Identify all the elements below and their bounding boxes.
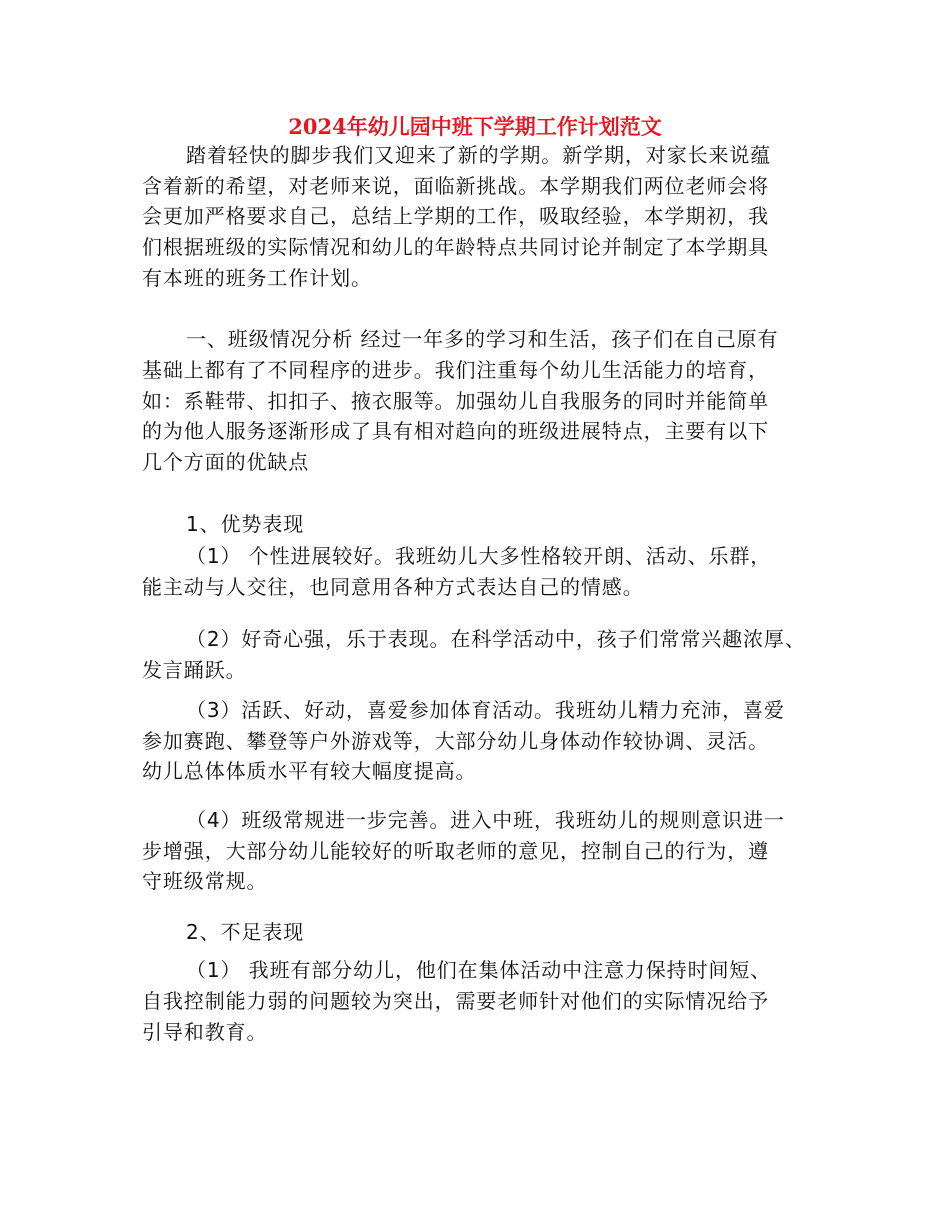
text-line: 有本班的班务工作计划。	[142, 266, 372, 290]
text-line: 如：系鞋带、扣扣子、掖衣服等。加强幼儿自我服务的同时并能简单	[142, 389, 769, 413]
text-line: 的为他人服务逐渐形成了具有相对趋向的班级进展特点，主要有以下	[142, 419, 769, 443]
section-heading: 1、优势表现	[186, 512, 305, 536]
text-line: 参加赛跑、攀登等户外游戏等，大部分幼儿身体动作较协调、灵活。	[142, 729, 769, 753]
text-line: 踏着轻快的脚步我们又迎来了新的学期。新学期，对家长来说蕴	[186, 143, 772, 167]
text-line: 引导和教育。	[142, 1020, 268, 1044]
text-line: （1） 个性进展较好。我班幼儿大多性格较开朗、活动、乐群，	[186, 544, 772, 568]
text-line: 能主动与人交往，也同意用各种方式表达自己的情感。	[142, 575, 644, 599]
text-line: 基础上都有了不同程序的进步。我们注重每个幼儿生活能力的培育，	[142, 358, 769, 382]
text-line: 几个方面的优缺点	[142, 450, 310, 474]
text-line: （4）班级常规进一步完善。进入中班，我班幼儿的规则意识进一	[186, 808, 785, 832]
text-line: 守班级常规。	[142, 869, 268, 893]
text-line: 会更加严格要求自己，总结上学期的工作，吸取经验，本学期初，我	[142, 204, 769, 228]
text-line: （2）好奇心强，乐于表现。在科学活动中，孩子们常常兴趣浓厚、	[186, 627, 806, 651]
text-line: 步增强，大部分幼儿能较好的听取老师的意见，控制自己的行为，遵	[142, 839, 769, 863]
text-line: （3）活跃、好动，喜爱参加体育活动。我班幼儿精力充沛，喜爱	[186, 698, 785, 722]
text-line: 发言踊跃。	[142, 658, 247, 682]
document-title: 2024年幼儿园中班下学期工作计划范文	[288, 114, 662, 139]
text-line: 们根据班级的实际情况和幼儿的年龄特点共同讨论并制定了本学期具	[142, 235, 769, 259]
text-line: 幼儿总体体质水平有较大幅度提高。	[142, 759, 477, 783]
text-line: 一、班级情况分析 经过一年多的学习和生活，孩子们在自己原有	[186, 327, 779, 351]
text-line: 含着新的希望，对老师来说，面临新挑战。本学期我们两位老师会将	[142, 174, 769, 198]
section-heading: 2、不足表现	[186, 920, 305, 944]
text-line: （1） 我班有部分幼儿，他们在集体活动中注意力保持时间短、	[186, 958, 772, 982]
text-line: 自我控制能力弱的问题较为突出，需要老师针对他们的实际情况给予	[142, 989, 769, 1013]
